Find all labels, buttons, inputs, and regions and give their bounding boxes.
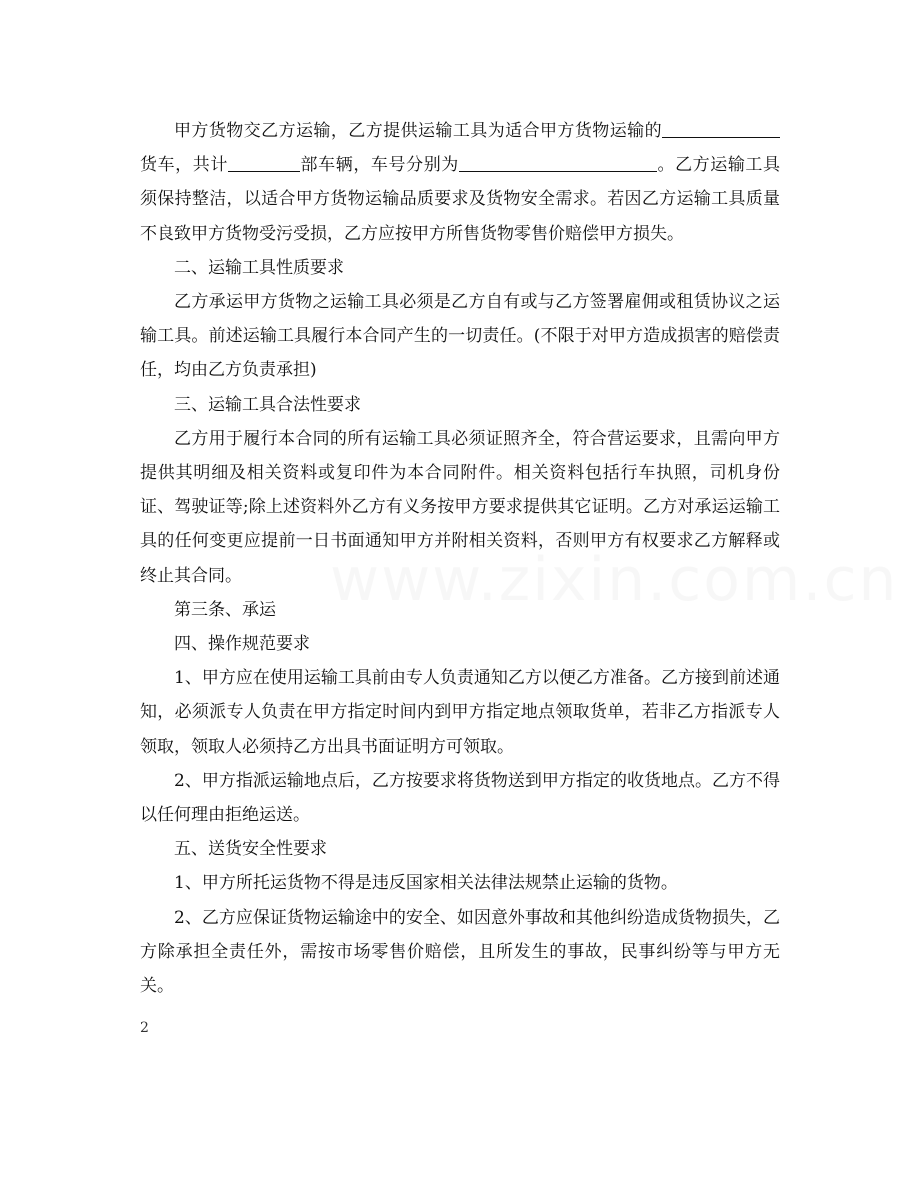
section-heading-vehicle-nature: 二、运输工具性质要求 (174, 257, 344, 278)
document-body (140, 114, 780, 1003)
watermark: www.zixin.com.cn (330, 545, 899, 615)
paragraph: 2、乙方应保证货物运输途中的安全、如因意外事故和其他纠纷造成货物损失，乙方除承担全责任外，需按市场零售价赔偿，且所发生的事故，民事纠纷等与甲方无关。 (140, 907, 780, 997)
article-heading-carriage: 第三条、承运 (174, 599, 276, 620)
paragraph: 1、甲方所托运货物不得是违反国家相关法律法规禁止运输的货物。 (174, 873, 678, 894)
paragraph-text: 部车辆，车号分别为 (299, 155, 459, 176)
section-heading-operation: 四、操作规范要求 (174, 634, 310, 655)
paragraph-transport-vehicle (140, 114, 780, 251)
blank-plate-numbers (459, 149, 657, 172)
section-heading-delivery-safety: 五、送货安全性要求 (174, 839, 327, 860)
paragraph: 乙方用于履行本合同的所有运输工具必须证照齐全，符合营运要求，且需向甲方提供其明细及相关资料或复印件为本合同附件。相关资料包括行车执照，司机身份证、驾驶证等;除上述资料外乙方有义务按甲方要求提供其它证明。乙方对承运运输工具的任何变更应提前一日书面通知甲方并附相关资料，否则甲方有权要求乙方解释或终止其合同。 (140, 428, 780, 586)
paragraph: 乙方承运甲方货物之运输工具必须是乙方自有或与乙方签署雇佣或租赁协议之运输工具。前述运输工具履行本合同产生的一切责任。(不限于对甲方造成损害的赔偿责任，均由乙方负责承担) (140, 292, 780, 381)
paragraph-text: 甲方货物交乙方运输，乙方提供运输工具为适合甲方货物运输的 (174, 121, 662, 141)
paragraph-text: 。乙方运输工具须保持整洁，以适合甲方货物运输品质要求及货物安全需求。若因乙方运输工具质量不良致甲方货物受污受损，乙方应按甲方所售货物零售价赔偿甲方损失。 (140, 155, 781, 244)
blank-vehicle-count (228, 149, 300, 172)
paragraph: 2、甲方指派运输地点后，乙方按要求将货物送到甲方指定的收货地点。乙方不得以任何理由拒绝运送。 (140, 770, 780, 826)
paragraph-text: 货车，共计 (140, 155, 228, 176)
paragraph: 1、甲方应在使用运输工具前由专人负责通知乙方以便乙方准备。乙方接到前述通知，必须派专人负责在甲方指定时间内到甲方指定地点领取货单，若非乙方指派专人领取，领取人必须持乙方出具书面证明方可领取。 (140, 668, 780, 757)
page-number: 2 (140, 1020, 149, 1036)
section-heading-vehicle-legality: 三、运输工具合法性要求 (174, 394, 361, 415)
blank-vehicle-type (662, 115, 780, 138)
